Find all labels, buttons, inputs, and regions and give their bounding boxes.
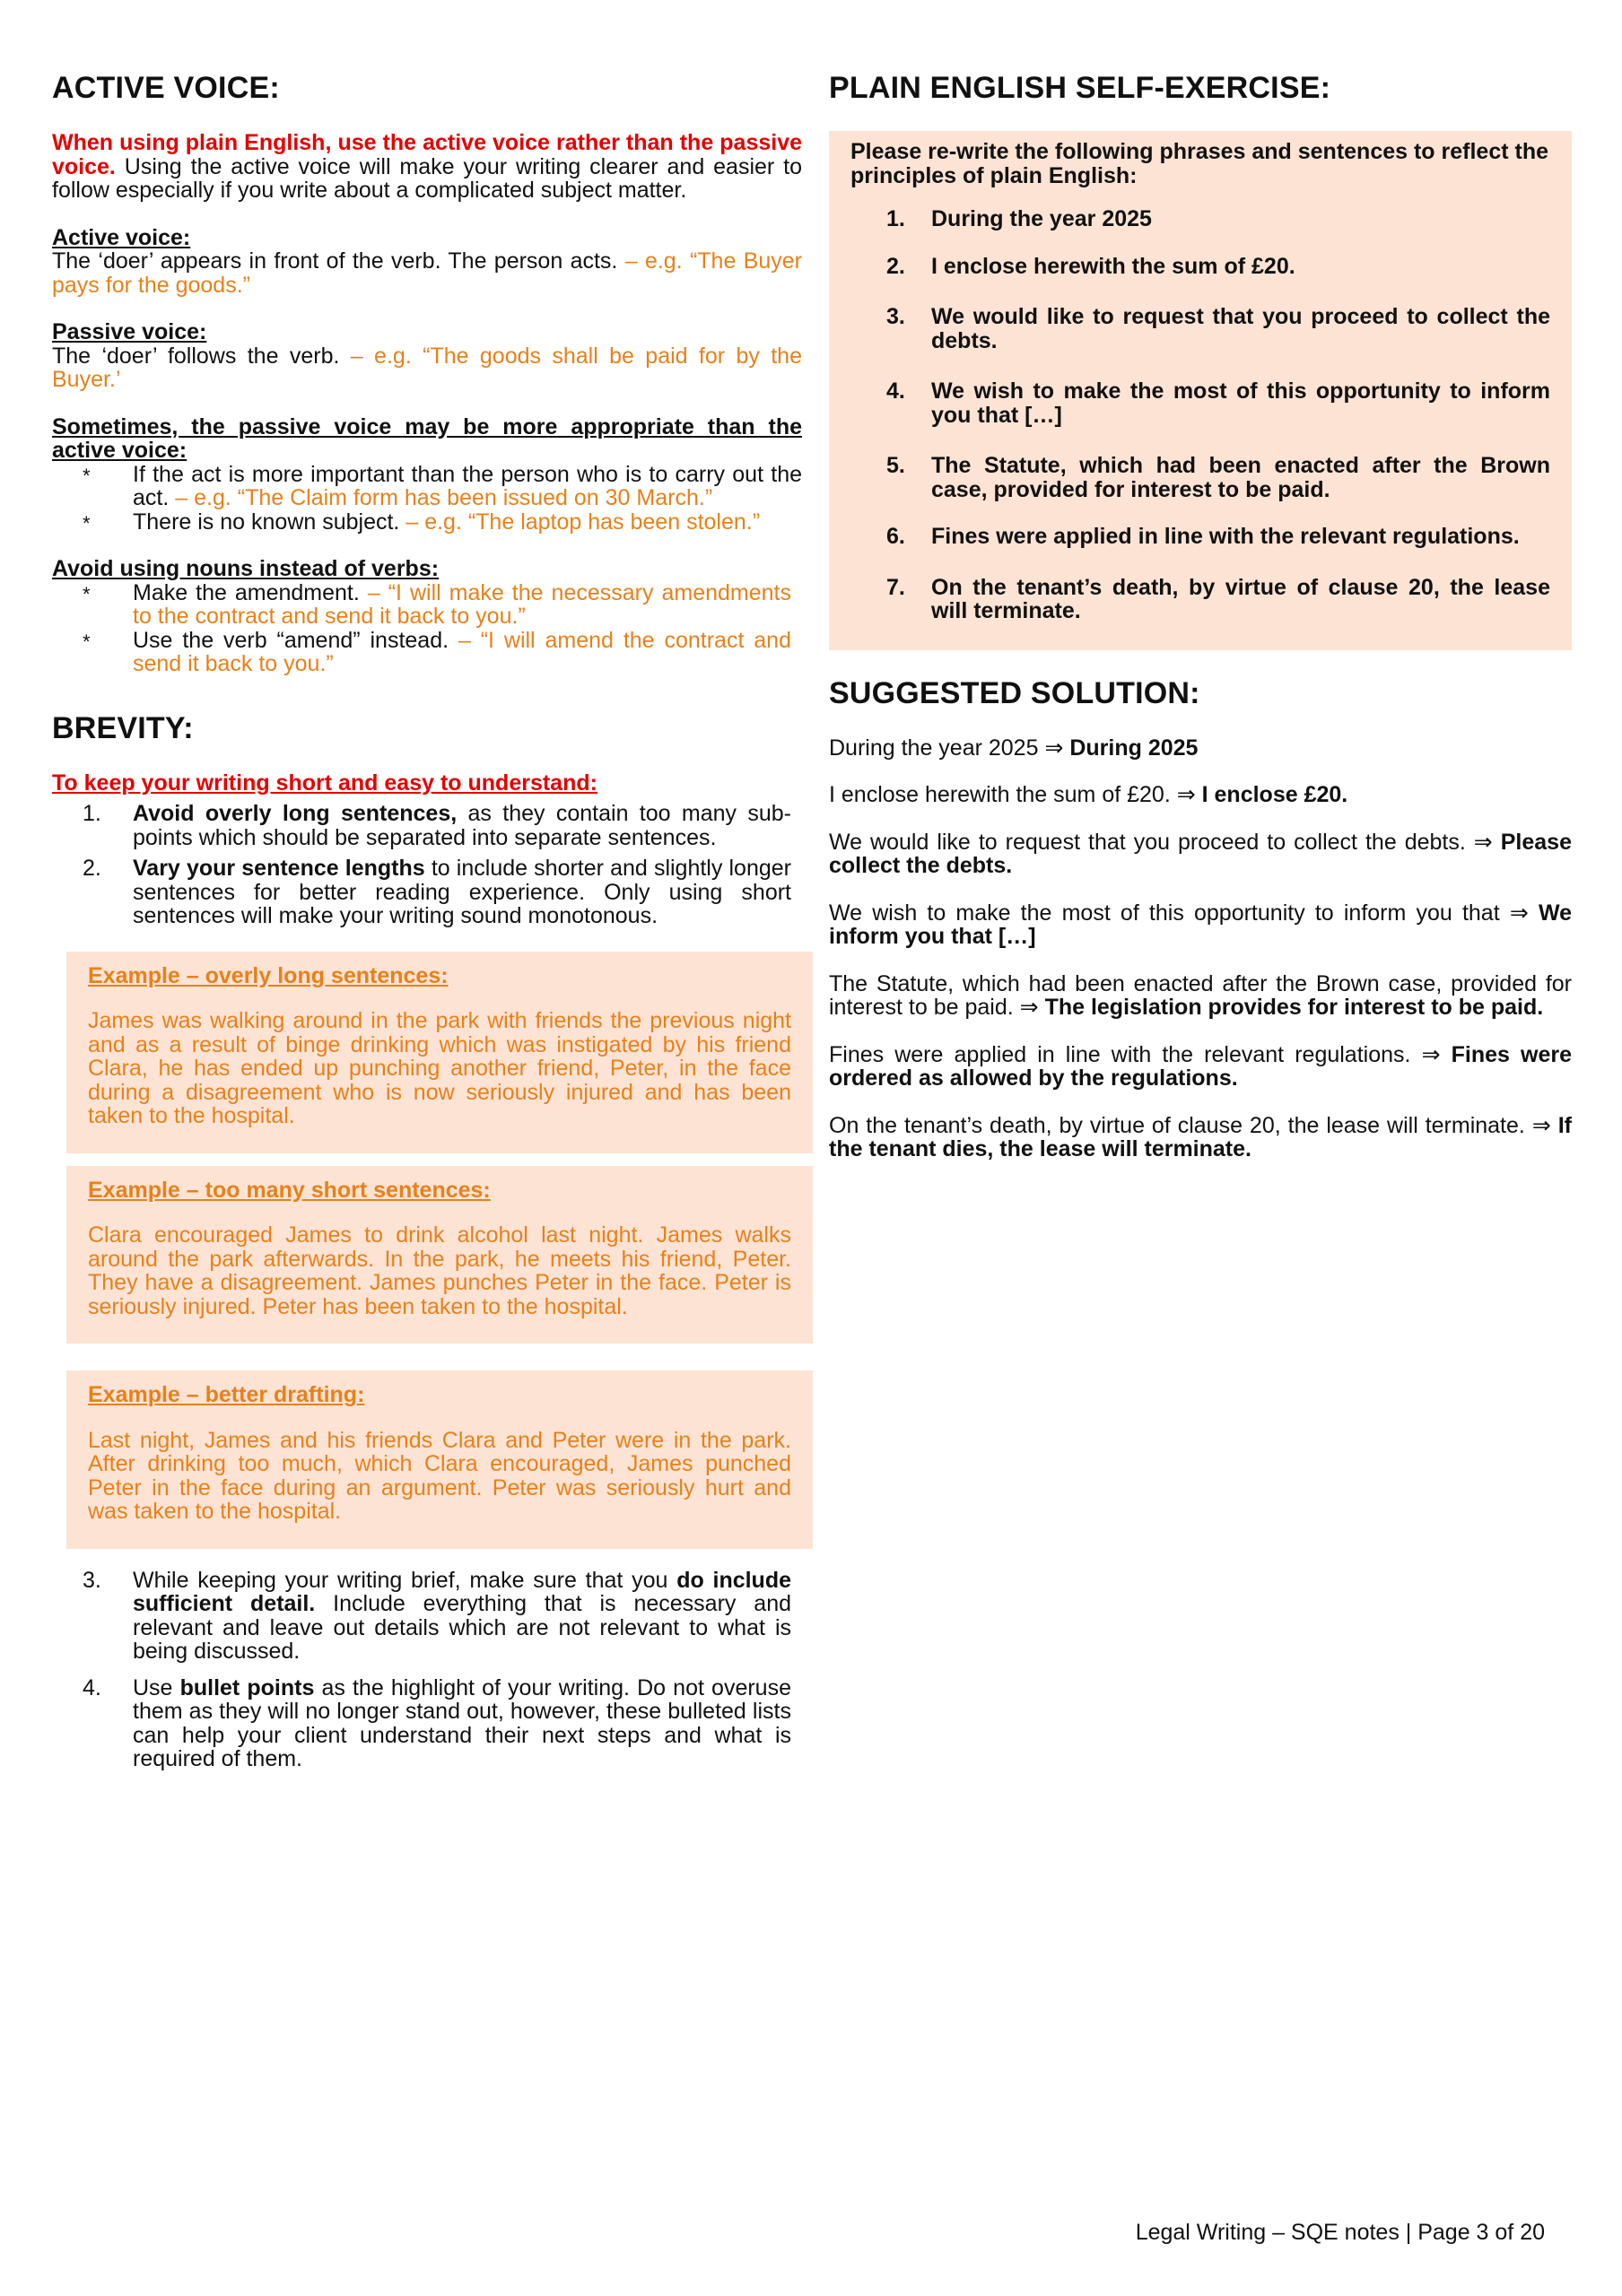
bullet-item	[83, 463, 802, 510]
exercise-item	[886, 207, 1550, 231]
bullet-item	[83, 581, 791, 629]
point-bold: bullet points	[179, 1674, 315, 1700]
passive-voice-example: – e.g. “The goods shall be paid for by the Buyer.’	[52, 343, 802, 393]
sometimes-passive-label: Sometimes, the passive voice may be more appropriate than the active voice:	[52, 413, 802, 464]
solution-line	[829, 1114, 1572, 1161]
bullet-text: There is no known subject.	[133, 509, 400, 535]
point-number: 2.	[83, 856, 101, 882]
bullet-example: – e.g. “The laptop has been stolen.”	[406, 509, 761, 535]
exercise-item	[886, 379, 1550, 427]
example-title: Example – overly long sentences:	[88, 962, 449, 988]
point-text: While keeping your writing brief, make sure that you	[133, 1567, 677, 1593]
example-box-short	[66, 1166, 813, 1344]
solution-answer: If the tenant dies, the lease will terminate.	[829, 1112, 1572, 1162]
left-column	[52, 72, 802, 1771]
exercise-text: During the year 2025	[931, 206, 1152, 232]
solution-line	[829, 831, 1572, 878]
bullet-example: – “I will make the necessary amendments to the contract and send it back to you.”	[133, 579, 791, 630]
asterisk-bullet: *	[83, 511, 91, 535]
exercise-item	[886, 454, 1550, 501]
brevity-subheading: To keep your writing short and easy to understand:	[52, 770, 597, 796]
solution-heading: SUGGESTED SOLUTION:	[829, 675, 1200, 710]
bullet-item	[83, 510, 802, 535]
bullet-text: Make the amendment.	[133, 579, 360, 605]
solution-original: We wish to make the most of this opportunity to inform you that	[829, 900, 1500, 926]
example-body: James was walking around in the park with friends the previous night and as a result of binge drinking which was instigated by his friend Clara, he has ended up punching another friend, Peter, in the face during a disagreement who is now seriously injured and has been taken to the hospital.	[88, 1008, 791, 1129]
exercise-number: 6.	[886, 524, 905, 550]
exercise-text: Fines were applied in line with the relevant regulations.	[931, 524, 1520, 550]
exercise-text: On the tenant’s death, by virtue of clause 20, the lease will terminate.	[931, 574, 1550, 624]
arrow-icon: ⇒	[1509, 900, 1529, 926]
arrow-icon: ⇒	[1531, 1112, 1551, 1138]
exercise-item	[886, 255, 1550, 279]
arrow-icon: ⇒	[1044, 735, 1064, 761]
bullet-example: – e.g. “The Claim form has been issued on 30 March.”	[175, 485, 713, 511]
exercise-text: I enclose herewith the sum of £20.	[931, 253, 1295, 279]
point-number: 4.	[83, 1674, 101, 1700]
asterisk-bullet: *	[83, 630, 91, 653]
point-bold: Avoid overly long sentences,	[133, 801, 458, 827]
exercise-heading: PLAIN ENGLISH SELF-EXERCISE:	[829, 71, 1331, 105]
passive-voice-text: The ‘doer’ follows the verb.	[52, 343, 340, 369]
solution-answer: The legislation provides for interest to be paid.	[1044, 995, 1544, 1021]
right-column	[829, 72, 1572, 1161]
bullet-item	[83, 629, 791, 676]
exercise-number: 5.	[886, 453, 905, 479]
numbered-point	[83, 1676, 791, 1771]
exercise-number: 1.	[886, 206, 905, 232]
solution-line	[829, 783, 1572, 807]
asterisk-bullet: *	[83, 464, 91, 487]
solution-answer: During 2025	[1069, 735, 1199, 761]
brevity-heading: BREVITY:	[52, 710, 194, 745]
solution-line	[829, 1043, 1572, 1091]
exercise-box	[829, 131, 1572, 650]
page-footer: Legal Writing – SQE notes | Page 3 of 20	[1135, 2220, 1545, 2245]
exercise-intro: Please re-write the following phrases and sentences to reflect the principles of plain English:	[850, 139, 1549, 188]
solution-answer: Fines were ordered as allowed by the regulations.	[829, 1041, 1572, 1091]
arrow-icon: ⇒	[1421, 1041, 1441, 1067]
point-bold: do include sufficient detail.	[133, 1567, 792, 1617]
solution-line	[829, 901, 1572, 949]
numbered-point	[83, 857, 791, 928]
example-box-better	[66, 1370, 813, 1549]
point-text: Use	[133, 1674, 180, 1700]
exercise-text: We wish to make the most of this opportunity to inform you that […]	[931, 378, 1550, 428]
bullet-text: Use the verb “amend” instead.	[133, 627, 449, 653]
passive-voice-definition	[52, 344, 802, 392]
solution-answer: Please collect the debts.	[829, 829, 1572, 879]
point-text: Include everything that is necessary and relevant and leave out details which are not relevant to what is being discussed.	[133, 1591, 791, 1665]
active-voice-text: The ‘doer’ appears in front of the verb. The person acts.	[52, 248, 618, 274]
exercise-text: The Statute, which had been enacted after the Brown case, provided for interest to be paid.	[931, 453, 1550, 502]
arrow-icon: ⇒	[1473, 829, 1493, 855]
bullet-example: – “I will amend the contract and send it back to you.”	[133, 627, 791, 677]
active-voice-intro	[52, 131, 802, 203]
exercise-item	[886, 525, 1550, 549]
exercise-number: 7.	[886, 574, 905, 600]
numbered-point	[83, 802, 791, 849]
exercise-number: 3.	[886, 304, 905, 330]
active-voice-definition	[52, 249, 802, 297]
example-title: Example – better drafting:	[88, 1382, 365, 1408]
asterisk-bullet: *	[83, 582, 91, 605]
avoid-nouns-label: Avoid using nouns instead of verbs:	[52, 556, 440, 582]
example-box-long	[66, 952, 813, 1153]
example-body: Clara encouraged James to drink alcohol last night. James walks around the park afterwards. In the park, he meets his friend, Peter. They have a disagreement. James punches Peter in the face. Peter is seriously injured. Peter has been taken to the hospital.	[88, 1222, 791, 1319]
exercise-item	[886, 305, 1550, 352]
point-text: to include shorter and slightly longer sentences for better reading experience. Only using short sentences will make your writing sound monotonous.	[133, 856, 791, 929]
arrow-icon: ⇒	[1019, 995, 1039, 1021]
active-voice-example: – e.g. “The Buyer pays for the goods.”	[52, 248, 802, 298]
point-bold: Vary your sentence lengths	[133, 856, 425, 882]
solution-line	[829, 736, 1572, 761]
point-text: as they contain too many sub-points which should be separated into separate sentences.	[133, 801, 791, 850]
arrow-icon: ⇒	[1176, 782, 1196, 808]
example-title: Example – too many short sentences:	[88, 1177, 491, 1203]
exercise-number: 2.	[886, 253, 905, 279]
solution-original: During the year 2025	[829, 735, 1039, 761]
point-text: as the highlight of your writing. Do not overuse them as they will no longer stand out, however, these bulleted lists can help your client understand their next steps and what is required of them.	[133, 1674, 791, 1772]
numbered-point	[83, 1569, 791, 1664]
exercise-number: 4.	[886, 378, 905, 404]
solution-line	[829, 972, 1572, 1020]
active-voice-heading: ACTIVE VOICE:	[52, 71, 280, 105]
solution-original: Fines were applied in line with the relevant regulations.	[829, 1041, 1411, 1067]
active-voice-intro-highlight: When using plain English, use the active voice rather than the passive voice.	[52, 130, 802, 179]
exercise-item	[886, 576, 1550, 623]
solution-original: I enclose herewith the sum of £20.	[829, 782, 1171, 808]
point-number: 1.	[83, 801, 101, 827]
solution-answer: We inform you that […]	[829, 900, 1572, 950]
bullet-text: If the act is more important than the person who is to carry out the act.	[133, 461, 802, 511]
example-body: Last night, James and his friends Clara and Peter were in the park. After drinking too much, which Clara encouraged, James punched Peter in the face during an argument. Peter was seriously hurt and was taken to the hospital.	[88, 1427, 791, 1525]
point-number: 3.	[83, 1567, 101, 1593]
passive-voice-label: Passive voice:	[52, 319, 207, 345]
active-voice-label: Active voice:	[52, 224, 191, 250]
solution-answer: I enclose £20.	[1201, 782, 1348, 808]
solution-original: We would like to request that you proceed to collect the debts.	[829, 829, 1466, 855]
active-voice-intro-text: Using the active voice will make your writing clearer and easier to follow especially if you write about a complicated subject matter.	[52, 153, 802, 204]
solution-original: The Statute, which had been enacted after the Brown case, provided for interest to be paid.	[829, 970, 1572, 1021]
exercise-text: We would like to request that you proceed to collect the debts.	[931, 304, 1550, 353]
solution-original: On the tenant’s death, by virtue of clause 20, the lease will terminate.	[829, 1112, 1525, 1138]
